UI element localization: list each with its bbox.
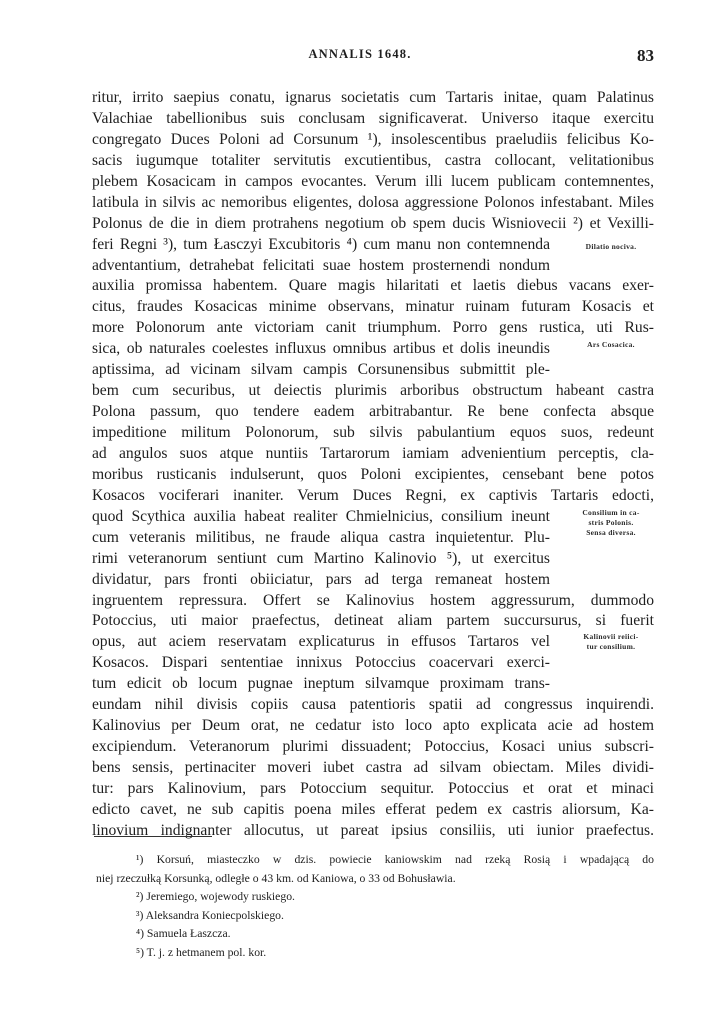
body-line: ritur, irrito saepius conatu, ignarus societatis cum Tartaris initae, quam Palatinus	[92, 89, 654, 106]
body-line: Polona passum, quo tendere eadem arbitrabantur. Re bene confecta absque	[92, 403, 654, 421]
body-line: bem cum securibus, ut deiectis plurimis arboribus obstructum habeant castra	[92, 382, 654, 400]
body-line: sica, ob naturales coelestes influxus omnibus artibus et dolis ineundis	[92, 340, 550, 358]
margin-note-line: stris Polonis.	[588, 518, 634, 527]
body-line: eundam nihil divisis copiis causa patentioris spatii ad congressus inquirendi.	[92, 696, 654, 714]
margin-note-line: Kalinovii reiici-	[583, 632, 639, 641]
body-line: sacis iugumque totaliter servitutis excutientibus, castra collocant, velitationibus	[92, 151, 654, 169]
running-title: ANNALIS 1648.	[308, 47, 412, 61]
body-line: Kosacos. Dispari sententiae innixus Potoccius coacervari exerci-	[92, 654, 550, 672]
footnote-line: ²) Jeremiego, wojewody ruskiego.	[136, 890, 295, 903]
body-text	[92, 88, 654, 842]
body-line: Valachiae tabellionibus suis conclusam significaverat. Universo itaque exercitu	[92, 109, 654, 127]
margin-note-line: Sensa diversa.	[586, 528, 636, 537]
body-line: tur: pars Kalinovium, pars Potoccium sequitur. Potoccius et orat et minaci	[92, 779, 654, 797]
body-line: adventantium, detrahebat felicitati suae hostem prosternendi nondum	[92, 256, 550, 274]
margin-note	[566, 632, 656, 652]
body-line: Potoccius, uti maior praefectus, detineat aliam partem succursurus, si fuerit	[92, 612, 654, 630]
footnote-divider	[94, 836, 212, 837]
page-number: 83	[637, 46, 654, 65]
body-line: dividatur, pars fronti obiiciatur, pars ad terga remaneat hostem	[92, 570, 550, 588]
body-line: latibula in silvis ac nemoribus eligentes, dolosa aggressione Polonos infestabant. Miles	[92, 193, 654, 211]
margin-note	[566, 340, 656, 350]
margin-note-line: tur consilium.	[586, 642, 636, 651]
footnote-line: ³) Aleksandra Koniecpolskiego.	[136, 908, 284, 922]
body-line: bens sensis, pertinaciter moveri iubet castra ad silvam obiectam. Miles dividi-	[92, 759, 654, 776]
margin-note-line: Consilium in ca-	[582, 508, 640, 517]
body-line: moribus rusticanis indulserunt, quos Poloni excipientes, censebant bene potos	[92, 465, 654, 483]
body-line: cum veteranis militibus, ne fraude aliqua castra inquietentur. Plu-	[92, 528, 550, 546]
body-line: tum edicit ob locum pugnae ineptum silvamque proximam trans-	[92, 675, 550, 693]
body-line: more Polonorum ante victoriam canit triumphum. Porro gens rustica, uti Rus-	[92, 319, 654, 337]
margin-note-line: Dilatio nociva.	[585, 242, 637, 251]
footnote-line: niej rzeczułką Korsunką, odległe o 43 km. od Kaniowa, o 33 od Bohusławia.	[96, 871, 456, 885]
body-line: opus, aut aciem reservatam explicaturus in effusos Tartaros vel	[92, 633, 550, 651]
body-line: congregato Duces Poloni ad Corsunum ¹), insolescentibus praeludiis felicibus Ko-	[92, 130, 654, 148]
body-line: Kalinovius per Deum orat, ne cedatur isto loco apto explicata acie ad hostem	[92, 717, 654, 735]
body-line: linovium indignanter allocutus, ut pareat ipsius consiliis, uti iunior praefectus.	[92, 821, 654, 839]
body-line: plebem Kosacicam in campos evocantes. Verum illi lucem publicam contemnentes,	[92, 172, 654, 190]
body-line: excipiendum. Veteranorum plurimi dissuadent; Potoccius, Kosaci unius subscri-	[92, 738, 654, 756]
body-line: Kosacos vociferari inaniter. Verum Duces Regni, ex captivis Tartaris edocti,	[92, 486, 654, 504]
body-line: impeditione militum Polonorum, sub silvis pabulantium equos suos, redeunt	[92, 424, 654, 441]
margin-note	[566, 242, 656, 252]
body-line: ingruentem repressura. Offert se Kalinovius hostem aggressurum, dummodo	[92, 591, 654, 609]
body-line: edicto cavet, ne sub capitis poena miles efferat pedem ex castris aliorsum, Ka-	[92, 800, 654, 818]
margin-note	[566, 508, 656, 538]
margin-note-line: Ars Cosacica.	[587, 340, 635, 349]
body-line: ad angulos suos atque nuntiis Tartarorum iamiam advenientium perceptis, cla-	[92, 444, 654, 462]
footnote-line: ¹) Korsuń, miasteczko w dzis. powiecie kaniowskim nad rzeką Rosią i wpadającą do	[136, 853, 654, 866]
body-line: Polonus de die in diem protrahens negotium ob spem ducis Wisniovecii ²) et Vexilli-	[92, 214, 654, 232]
body-line: citus, fraudes Kosacicas minime observans, minatur ruinam futuram Kosacis et	[92, 298, 654, 316]
footnote-line: ⁵) T. j. z hetmanem pol. kor.	[136, 945, 267, 959]
footnote-line: ⁴) Samuela Łaszcza.	[136, 927, 231, 940]
body-line: auxilia promissa habentem. Quare magis hilaritati et laetis diebus vacans exer-	[92, 277, 654, 295]
body-line: rimi veteranorum sentiunt cum Martino Kalinovio ⁵), ut exercitus	[92, 549, 550, 567]
body-line: aptissima, ad vicinam silvam campis Corsunensibus submittit ple-	[92, 361, 550, 379]
footnotes	[96, 851, 654, 962]
body-line: feri Regni ³), tum Łasczyi Excubitoris ⁴) cum manu non contemnenda	[92, 235, 550, 253]
body-line: quod Scythica auxilia habeat realiter Chmielnicius, consilium ineunt	[92, 507, 550, 525]
